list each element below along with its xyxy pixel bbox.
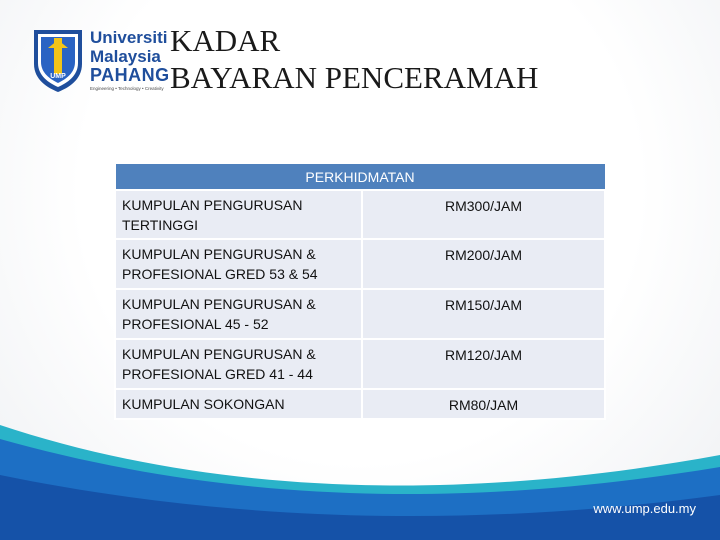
title-line-2: BAYARAN PENCERAMAH [170,60,539,95]
table-row [115,289,605,339]
rate-cell: RM300/JAM [362,190,605,239]
logo-tagline: Engineering • Technology • Creativity [90,86,164,91]
university-logo [28,26,170,96]
table-row [115,339,605,389]
table-header-perkhidmatan: PERKHIDMATAN [115,164,605,191]
title-line-1: KADAR [170,23,281,58]
rate-cell: RM200/JAM [362,239,605,289]
category-cell: KUMPULAN PENGURUSAN TERTINGGI [115,190,362,239]
footer-wave-decoration [0,415,720,540]
category-cell: KUMPULAN SOKONGAN [115,389,362,419]
category-cell: KUMPULAN PENGURUSAN & PROFESIONAL GRED 53 & 54 [115,239,362,289]
rate-cell: RM120/JAM [362,339,605,389]
ump-shield-icon [28,26,88,94]
category-cell: KUMPULAN PENGURUSAN & PROFESIONAL GRED 41 - 44 [115,339,362,389]
logo-malaysia: Malaysia [90,47,161,66]
table-row [115,190,605,239]
rates-table [114,163,606,420]
footer-url: www.ump.edu.my [593,501,696,516]
slide-title [170,22,538,96]
logo-pahang: PAHANG [90,65,170,85]
table-header-row [115,164,605,191]
rate-cell: RM80/JAM [362,389,605,419]
table-row [115,239,605,289]
category-cell: KUMPULAN PENGURUSAN & PROFESIONAL 45 - 52 [115,289,362,339]
logo-shield-text: UMP [50,73,66,80]
rate-cell: RM150/JAM [362,289,605,339]
logo-university: Universiti [90,28,168,47]
